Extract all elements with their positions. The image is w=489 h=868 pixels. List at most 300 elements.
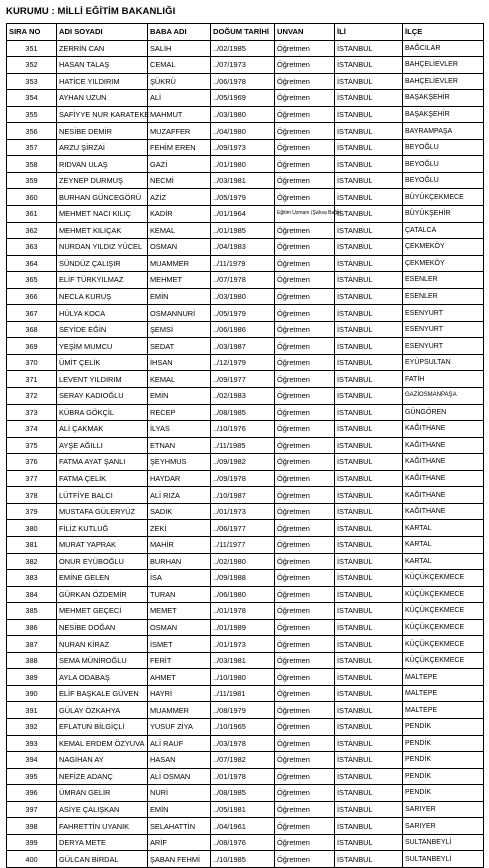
cell-ilce: BÜYÜKŞEHİR — [403, 206, 484, 223]
table-row — [7, 156, 484, 173]
table-row — [7, 172, 484, 189]
cell-ili: İSTANBUL — [335, 752, 403, 769]
cell-ili: İSTANBUL — [335, 338, 403, 355]
cell-sira-no: 397 — [7, 801, 57, 818]
cell-unvan: Öğretmen — [275, 57, 335, 74]
cell-dogum-tarihi: ../11/1985 — [211, 437, 275, 454]
cell-ilce: KARTAL — [403, 520, 484, 537]
cell-sira-no: 400 — [7, 851, 57, 868]
cell-ili: İSTANBUL — [335, 239, 403, 256]
cell-adi-soyadi: SEMA MÜNİROĞLU — [57, 652, 148, 669]
cell-ili: İSTANBUL — [335, 123, 403, 140]
cell-baba-adi: SELAHATTİN — [148, 818, 211, 835]
table-row — [7, 206, 484, 223]
cell-unvan: Öğretmen — [275, 768, 335, 785]
cell-ilce: KÜÇÜKÇEKMECE — [403, 586, 484, 603]
cell-ilce: KAĞITHANE — [403, 503, 484, 520]
cell-dogum-tarihi: ../05/1981 — [211, 801, 275, 818]
cell-baba-adi: KADİR — [148, 206, 211, 223]
cell-ilce: GÜNGÖREN — [403, 404, 484, 421]
cell-dogum-tarihi: ../03/1981 — [211, 172, 275, 189]
cell-baba-adi: SALİH — [148, 40, 211, 57]
cell-sira-no: 372 — [7, 388, 57, 405]
cell-ilce: ESENLER — [403, 272, 484, 289]
cell-unvan: Öğretmen — [275, 818, 335, 835]
cell-sira-no: 381 — [7, 536, 57, 553]
cell-ili: İSTANBUL — [335, 288, 403, 305]
cell-dogum-tarihi: ../03/1978 — [211, 735, 275, 752]
cell-unvan: Öğretmen — [275, 702, 335, 719]
cell-unvan: Öğretmen — [275, 106, 335, 123]
cell-ilce: MALTEPE — [403, 669, 484, 686]
cell-sira-no: 355 — [7, 106, 57, 123]
cell-ilce: KAĞITHANE — [403, 487, 484, 504]
cell-adi-soyadi: GÜRKAN ÖZDEMİR — [57, 586, 148, 603]
table-row — [7, 437, 484, 454]
cell-unvan: Öğretmen — [275, 636, 335, 653]
cell-baba-adi: MEHMET — [148, 272, 211, 289]
cell-unvan: Öğretmen — [275, 851, 335, 868]
cell-ilce: KAĞITHANE — [403, 421, 484, 438]
cell-dogum-tarihi: ../10/1965 — [211, 718, 275, 735]
cell-ili: İSTANBUL — [335, 73, 403, 90]
table-header-row — [7, 24, 484, 41]
cell-ilce: KÜÇÜKÇEKMECE — [403, 636, 484, 653]
cell-adi-soyadi: NURDAN YILDIZ YÜCEL — [57, 239, 148, 256]
cell-baba-adi: HAYDAR — [148, 470, 211, 487]
table-row — [7, 57, 484, 74]
cell-sira-no: 358 — [7, 156, 57, 173]
cell-baba-adi: YUSUF ZİYA — [148, 718, 211, 735]
table-row — [7, 718, 484, 735]
cell-unvan: Öğretmen — [275, 222, 335, 239]
personnel-table — [6, 23, 484, 868]
cell-ilce: ÇEKMEKÖY — [403, 255, 484, 272]
cell-unvan: Öğretmen — [275, 123, 335, 140]
cell-sira-no: 368 — [7, 321, 57, 338]
cell-baba-adi: HAYRİ — [148, 685, 211, 702]
header-dogum-tarihi: DOĞUM TARİHİ — [211, 24, 275, 41]
cell-baba-adi: ALİ — [148, 90, 211, 107]
cell-ilce: BEYOĞLU — [403, 139, 484, 156]
cell-baba-adi: ALİ RIZA — [148, 487, 211, 504]
cell-ilce: SULTANBEYLİ — [403, 851, 484, 868]
cell-dogum-tarihi: ../01/1973 — [211, 636, 275, 653]
cell-sira-no: 352 — [7, 57, 57, 74]
cell-adi-soyadi: ALİ ÇAKMAK — [57, 421, 148, 438]
cell-baba-adi: İSA — [148, 570, 211, 587]
cell-dogum-tarihi: ../11/1979 — [211, 255, 275, 272]
cell-dogum-tarihi: ../01/1978 — [211, 603, 275, 620]
cell-unvan: Öğretmen — [275, 272, 335, 289]
cell-adi-soyadi: SAFİYYE NUR KARATEKE — [57, 106, 148, 123]
cell-adi-soyadi: MEHMET NACI KILIÇ — [57, 206, 148, 223]
cell-sira-no: 373 — [7, 404, 57, 421]
cell-ilce: PENDİK — [403, 768, 484, 785]
cell-ili: İSTANBUL — [335, 404, 403, 421]
cell-baba-adi: NURİ — [148, 785, 211, 802]
cell-ili: İSTANBUL — [335, 40, 403, 57]
cell-baba-adi: ALİ RAUF — [148, 735, 211, 752]
cell-unvan: Öğretmen — [275, 189, 335, 206]
cell-baba-adi: AHMET — [148, 669, 211, 686]
cell-sira-no: 369 — [7, 338, 57, 355]
cell-dogum-tarihi: ../08/1976 — [211, 834, 275, 851]
cell-unvan: Öğretmen — [275, 685, 335, 702]
cell-unvan: Öğretmen — [275, 669, 335, 686]
cell-sira-no: 392 — [7, 718, 57, 735]
cell-sira-no: 378 — [7, 487, 57, 504]
cell-ili: İSTANBUL — [335, 570, 403, 587]
cell-ilce: FATİH — [403, 371, 484, 388]
cell-unvan: Öğretmen — [275, 603, 335, 620]
cell-dogum-tarihi: ../07/1973 — [211, 57, 275, 74]
cell-baba-adi: ŞEYHMUS — [148, 454, 211, 471]
cell-unvan: Öğretmen — [275, 553, 335, 570]
cell-dogum-tarihi: ../05/1969 — [211, 90, 275, 107]
cell-sira-no: 360 — [7, 189, 57, 206]
cell-ilce: KARTAL — [403, 536, 484, 553]
table-row — [7, 139, 484, 156]
cell-adi-soyadi: AYŞE AĞILLI — [57, 437, 148, 454]
cell-baba-adi: ŞÜKRÜ — [148, 73, 211, 90]
cell-ili: İSTANBUL — [335, 106, 403, 123]
cell-ilce: BAĞCILAR — [403, 40, 484, 57]
cell-sira-no: 354 — [7, 90, 57, 107]
cell-ili: İSTANBUL — [335, 57, 403, 74]
cell-unvan: Öğretmen — [275, 520, 335, 537]
table-row — [7, 470, 484, 487]
cell-dogum-tarihi: ../06/1977 — [211, 520, 275, 537]
cell-unvan: Öğretmen — [275, 172, 335, 189]
table-row — [7, 404, 484, 421]
cell-ilce: PENDİK — [403, 785, 484, 802]
cell-dogum-tarihi: ../10/1987 — [211, 487, 275, 504]
cell-sira-no: 367 — [7, 305, 57, 322]
cell-sira-no: 356 — [7, 123, 57, 140]
cell-ilce: ESENYURT — [403, 338, 484, 355]
cell-ilce: KÜÇÜKÇEKMECE — [403, 652, 484, 669]
table-body — [7, 40, 484, 867]
cell-adi-soyadi: FAHRETTİN UYANIK — [57, 818, 148, 835]
cell-adi-soyadi: GÜLAY ÖZKAHYA — [57, 702, 148, 719]
cell-ili: İSTANBUL — [335, 90, 403, 107]
cell-ilce: BEYOĞLU — [403, 172, 484, 189]
cell-baba-adi: ETNAN — [148, 437, 211, 454]
table-row — [7, 272, 484, 289]
table-row — [7, 255, 484, 272]
cell-ilce: BAHÇELİEVLER — [403, 57, 484, 74]
cell-adi-soyadi: MURAT YAPRAK — [57, 536, 148, 553]
cell-ili: İSTANBUL — [335, 354, 403, 371]
cell-ilce: KÜÇÜKÇEKMECE — [403, 603, 484, 620]
table-row — [7, 73, 484, 90]
cell-adi-soyadi: NESİBE DEMİR — [57, 123, 148, 140]
cell-baba-adi: İSMET — [148, 636, 211, 653]
table-row — [7, 40, 484, 57]
cell-dogum-tarihi: ../04/1983 — [211, 239, 275, 256]
cell-ili: İSTANBUL — [335, 421, 403, 438]
cell-adi-soyadi: BURHAN GÜNCEGÖRÜ — [57, 189, 148, 206]
cell-dogum-tarihi: ../01/1978 — [211, 768, 275, 785]
cell-ilce: KÜÇÜKÇEKMECE — [403, 619, 484, 636]
cell-adi-soyadi: AYLA ODABAŞ — [57, 669, 148, 686]
cell-ili: İSTANBUL — [335, 768, 403, 785]
cell-adi-soyadi: AYHAN UZUN — [57, 90, 148, 107]
cell-sira-no: 382 — [7, 553, 57, 570]
cell-adi-soyadi: SERAY KADIOĞLU — [57, 388, 148, 405]
cell-sira-no: 370 — [7, 354, 57, 371]
cell-ili: İSTANBUL — [335, 388, 403, 405]
cell-baba-adi: BURHAN — [148, 553, 211, 570]
cell-baba-adi: KEMAL — [148, 371, 211, 388]
cell-ili: İSTANBUL — [335, 437, 403, 454]
table-row — [7, 520, 484, 537]
table-row — [7, 636, 484, 653]
table-row — [7, 305, 484, 322]
cell-baba-adi: SADIK — [148, 503, 211, 520]
cell-ili: İSTANBUL — [335, 255, 403, 272]
table-row — [7, 735, 484, 752]
cell-dogum-tarihi: ../10/1980 — [211, 669, 275, 686]
cell-dogum-tarihi: ../08/1985 — [211, 785, 275, 802]
cell-baba-adi: HASAN — [148, 752, 211, 769]
cell-baba-adi: OSMANNURİ — [148, 305, 211, 322]
cell-unvan: Öğretmen — [275, 73, 335, 90]
header-sira-no: SIRA NO — [7, 24, 57, 41]
cell-unvan: Öğretmen — [275, 388, 335, 405]
cell-dogum-tarihi: ../10/1976 — [211, 421, 275, 438]
cell-dogum-tarihi: ../01/1964 — [211, 206, 275, 223]
cell-ilce: BEYOĞLU — [403, 156, 484, 173]
cell-sira-no: 379 — [7, 503, 57, 520]
cell-sira-no: 383 — [7, 570, 57, 587]
cell-baba-adi: OSMAN — [148, 239, 211, 256]
cell-ilce: BAŞAKŞEHİR — [403, 90, 484, 107]
cell-ilce: ESENLER — [403, 288, 484, 305]
cell-adi-soyadi: KEMAL ERDEM ÖZYUVA — [57, 735, 148, 752]
header-baba-adi: BABA ADI — [148, 24, 211, 41]
cell-sira-no: 353 — [7, 73, 57, 90]
cell-ili: İSTANBUL — [335, 851, 403, 868]
cell-adi-soyadi: HÜLYA KOCA — [57, 305, 148, 322]
cell-dogum-tarihi: ../08/1985 — [211, 404, 275, 421]
cell-ilce: ÇATALCA — [403, 222, 484, 239]
cell-unvan: Öğretmen — [275, 652, 335, 669]
cell-ili: İSTANBUL — [335, 272, 403, 289]
cell-baba-adi: MUAMMER — [148, 702, 211, 719]
cell-ili: İSTANBUL — [335, 603, 403, 620]
cell-unvan: Öğretmen — [275, 139, 335, 156]
cell-adi-soyadi: MEHMET KILIÇAK — [57, 222, 148, 239]
cell-dogum-tarihi: ../02/1985 — [211, 40, 275, 57]
cell-dogum-tarihi: ../07/1982 — [211, 752, 275, 769]
cell-baba-adi: RECEP — [148, 404, 211, 421]
cell-ilce: MALTEPE — [403, 685, 484, 702]
cell-sira-no: 399 — [7, 834, 57, 851]
cell-ili: İSTANBUL — [335, 702, 403, 719]
cell-ili: İSTANBUL — [335, 735, 403, 752]
table-row — [7, 106, 484, 123]
cell-adi-soyadi: ÜMİT ÇELİK — [57, 354, 148, 371]
cell-ili: İSTANBUL — [335, 305, 403, 322]
cell-dogum-tarihi: ../06/1980 — [211, 586, 275, 603]
cell-ili: İSTANBUL — [335, 454, 403, 471]
cell-sira-no: 391 — [7, 702, 57, 719]
table-row — [7, 752, 484, 769]
cell-ili: İSTANBUL — [335, 487, 403, 504]
table-row — [7, 239, 484, 256]
cell-unvan: Öğretmen — [275, 371, 335, 388]
cell-baba-adi: İHSAN — [148, 354, 211, 371]
table-row — [7, 90, 484, 107]
cell-adi-soyadi: ELİF TÜRKYILMAZ — [57, 272, 148, 289]
cell-sira-no: 390 — [7, 685, 57, 702]
cell-baba-adi: MAHİR — [148, 536, 211, 553]
cell-sira-no: 374 — [7, 421, 57, 438]
table-row — [7, 536, 484, 553]
cell-adi-soyadi: ARZU ŞİRZAİ — [57, 139, 148, 156]
cell-adi-soyadi: FATMA AYAT ŞANLI — [57, 454, 148, 471]
cell-baba-adi: SEDAT — [148, 338, 211, 355]
cell-adi-soyadi: EMİNE GELEN — [57, 570, 148, 587]
table-row — [7, 685, 484, 702]
cell-sira-no: 366 — [7, 288, 57, 305]
cell-adi-soyadi: GÜLCAN BİRDAL — [57, 851, 148, 868]
cell-unvan: Öğretmen — [275, 752, 335, 769]
cell-unvan: Öğretmen — [275, 619, 335, 636]
table-row — [7, 388, 484, 405]
table-row — [7, 603, 484, 620]
cell-baba-adi: İLYAS — [148, 421, 211, 438]
cell-sira-no: 363 — [7, 239, 57, 256]
cell-ili: İSTANBUL — [335, 503, 403, 520]
table-row — [7, 851, 484, 868]
cell-adi-soyadi: EFLATUN BİLGİÇLİ — [57, 718, 148, 735]
cell-ili: İSTANBUL — [335, 172, 403, 189]
table-row — [7, 189, 484, 206]
table-row — [7, 834, 484, 851]
cell-unvan: Öğretmen — [275, 239, 335, 256]
cell-sira-no: 393 — [7, 735, 57, 752]
cell-baba-adi: AZİZ — [148, 189, 211, 206]
cell-ilce: GAZİOSMANPAŞA — [403, 388, 484, 405]
cell-sira-no: 398 — [7, 818, 57, 835]
cell-dogum-tarihi: ../11/1981 — [211, 685, 275, 702]
cell-dogum-tarihi: ../04/1961 — [211, 818, 275, 835]
table-row — [7, 818, 484, 835]
cell-ilce: ESENYURT — [403, 321, 484, 338]
table-row — [7, 619, 484, 636]
cell-dogum-tarihi: ../01/1973 — [211, 503, 275, 520]
table-row — [7, 222, 484, 239]
cell-unvan: Öğretmen — [275, 288, 335, 305]
cell-ilce: SARIYER — [403, 801, 484, 818]
cell-ilce: PENDİK — [403, 735, 484, 752]
cell-dogum-tarihi: ../01/1985 — [211, 222, 275, 239]
table-row — [7, 354, 484, 371]
cell-ili: İSTANBUL — [335, 206, 403, 223]
cell-ilce: BÜYÜKÇEKMECE — [403, 189, 484, 206]
cell-ili: İSTANBUL — [335, 321, 403, 338]
cell-ilce: SULTANBEYLİ — [403, 834, 484, 851]
cell-baba-adi: OSMAN — [148, 619, 211, 636]
cell-ili: İSTANBUL — [335, 818, 403, 835]
cell-baba-adi: ARİF — [148, 834, 211, 851]
cell-dogum-tarihi: ../08/1979 — [211, 702, 275, 719]
cell-ilce: BAYRAMPAŞA — [403, 123, 484, 140]
cell-sira-no: 388 — [7, 652, 57, 669]
table-row — [7, 371, 484, 388]
cell-sira-no: 364 — [7, 255, 57, 272]
cell-unvan: Öğretmen — [275, 90, 335, 107]
cell-adi-soyadi: FİLİZ KUTLUĞ — [57, 520, 148, 537]
header-unvan: UNVAN — [275, 24, 335, 41]
cell-dogum-tarihi: ../10/1985 — [211, 851, 275, 868]
cell-dogum-tarihi: ../03/1987 — [211, 338, 275, 355]
cell-ili: İSTANBUL — [335, 222, 403, 239]
cell-unvan: Öğretmen — [275, 338, 335, 355]
cell-ilce: KAĞITHANE — [403, 470, 484, 487]
cell-ili: İSTANBUL — [335, 470, 403, 487]
table-row — [7, 570, 484, 587]
header-ilce: İLÇE — [403, 24, 484, 41]
cell-sira-no: 375 — [7, 437, 57, 454]
table-row — [7, 652, 484, 669]
cell-baba-adi: ŞEMSİ — [148, 321, 211, 338]
cell-adi-soyadi: SÜNDÜZ ÇALIŞIR — [57, 255, 148, 272]
cell-unvan: Öğretmen — [275, 255, 335, 272]
cell-adi-soyadi: NAGİHAN AY — [57, 752, 148, 769]
cell-baba-adi: TURAN — [148, 586, 211, 603]
cell-dogum-tarihi: ../09/1977 — [211, 371, 275, 388]
cell-sira-no: 365 — [7, 272, 57, 289]
cell-adi-soyadi: ÜMRAN GELİR — [57, 785, 148, 802]
cell-dogum-tarihi: ../07/1978 — [211, 272, 275, 289]
table-row — [7, 421, 484, 438]
table-row — [7, 553, 484, 570]
cell-adi-soyadi: SEYİDE EĞİN — [57, 321, 148, 338]
cell-sira-no: 396 — [7, 785, 57, 802]
cell-adi-soyadi: MEHMET GEÇECİ — [57, 603, 148, 620]
cell-adi-soyadi: RIDVAN ULAŞ — [57, 156, 148, 173]
cell-ili: İSTANBUL — [335, 834, 403, 851]
cell-sira-no: 359 — [7, 172, 57, 189]
cell-adi-soyadi: ZEYNEP DURMUŞ — [57, 172, 148, 189]
cell-ili: İSTANBUL — [335, 371, 403, 388]
cell-baba-adi: FERİT — [148, 652, 211, 669]
cell-dogum-tarihi: ../12/1979 — [211, 354, 275, 371]
cell-ili: İSTANBUL — [335, 156, 403, 173]
cell-adi-soyadi: ELİF BAŞKALE GÜVEN — [57, 685, 148, 702]
cell-adi-soyadi: NECLA KURUŞ — [57, 288, 148, 305]
cell-adi-soyadi: FATMA ÇELİK — [57, 470, 148, 487]
table-row — [7, 669, 484, 686]
cell-dogum-tarihi: ../03/1981 — [211, 652, 275, 669]
cell-adi-soyadi: NURAN KİRAZ — [57, 636, 148, 653]
cell-ili: İSTANBUL — [335, 685, 403, 702]
cell-sira-no: 385 — [7, 603, 57, 620]
header-adi-soyadi: ADI SOYADI — [57, 24, 148, 41]
cell-adi-soyadi: ONUR EYÜBOĞLU — [57, 553, 148, 570]
cell-dogum-tarihi: ../02/1980 — [211, 553, 275, 570]
cell-baba-adi: NECMİ — [148, 172, 211, 189]
cell-ilce: KAĞITHANE — [403, 454, 484, 471]
cell-unvan: Öğretmen — [275, 156, 335, 173]
header-ili: İLİ — [335, 24, 403, 41]
cell-unvan: Öğretmen — [275, 454, 335, 471]
cell-baba-adi: FEHİM EREN — [148, 139, 211, 156]
